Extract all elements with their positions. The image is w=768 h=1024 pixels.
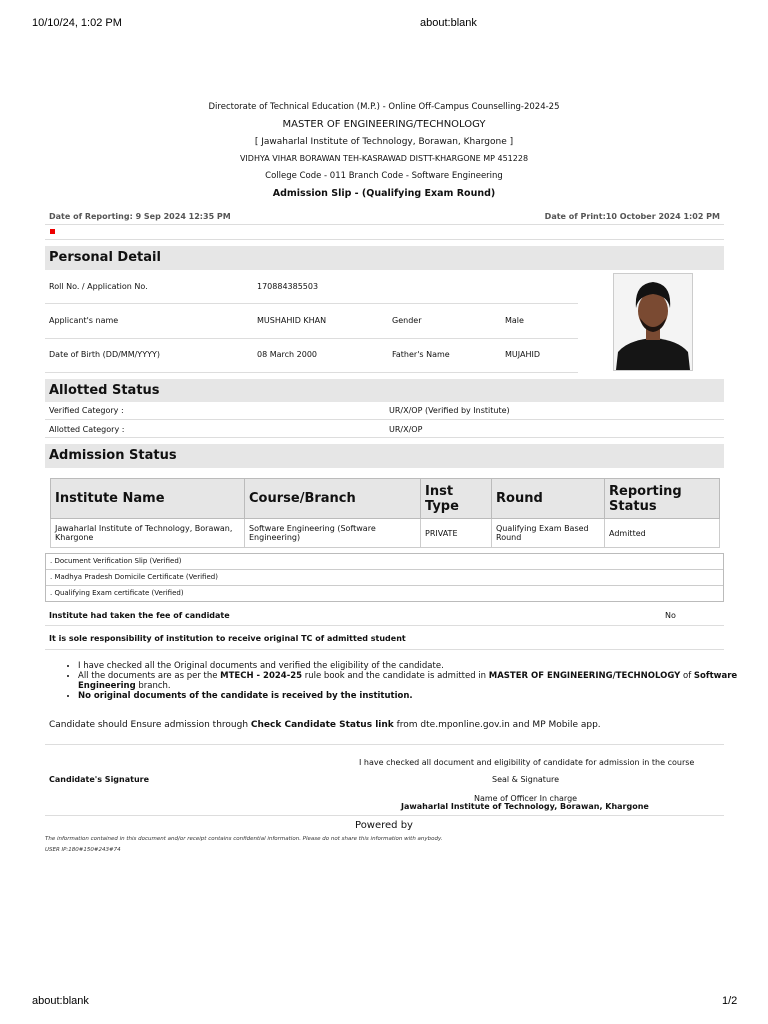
fee-value: No (665, 611, 676, 620)
cell-inst-type: PRIVATE (421, 519, 492, 548)
applicant-name-label: Applicant's name (49, 316, 119, 325)
date-of-reporting: Date of Reporting: 9 Sep 2024 12:35 PM (49, 212, 231, 221)
personal-detail-heading: Personal Detail (45, 246, 724, 270)
header-program: MASTER OF ENGINEERING/TECHNOLOGY (282, 119, 486, 130)
print-url: about:blank (420, 17, 477, 29)
allotted-category-label: Allotted Category : (49, 425, 125, 434)
verified-category-label: Verified Category : (49, 406, 124, 415)
tc-note: It is sole responsibility of institution to receive original TC of admitted student (49, 634, 406, 643)
page-title: Admission Slip - (Qualifying Exam Round) (272, 188, 496, 199)
roll-value: 170884385503 (257, 282, 319, 291)
fee-label: Institute had taken the fee of candidate (49, 611, 230, 620)
declaration-list (60, 661, 738, 701)
candidate-signature-label: Candidate's Signature (49, 775, 150, 784)
ensure-admission-note: Candidate should Ensure admission through Check Candidate Status link from dte.mponline.gov.in and MP Mobile app. (49, 720, 601, 730)
print-datetime: 10/10/24, 1:02 PM (32, 17, 122, 29)
officer-institute: Jawaharlal Institute of Technology, Borawan, Khargone (401, 802, 649, 811)
page-number: 1/2 (722, 995, 738, 1007)
officer-label: Name of Officer In charge (474, 794, 578, 803)
col-institute-name: Institute Name (51, 479, 245, 519)
admission-status-heading: Admission Status (45, 444, 724, 468)
cell-round: Qualifying Exam Based Round (492, 519, 605, 548)
user-ip: USER IP:180#150#243#74 (45, 847, 121, 853)
list-item: . Document Verification Slip (Verified) (46, 554, 723, 570)
disclaimer: The information contained in this document and/or receipt contains confidential information. Please do not share this information with anybody. (45, 836, 443, 842)
cell-institute-name: Jawaharlal Institute of Technology, Borawan, Khargone (51, 519, 245, 548)
cell-reporting-status: Admitted (605, 519, 720, 548)
col-inst-type: Inst Type (421, 479, 492, 519)
col-reporting-status: Reporting Status (605, 479, 720, 519)
header-directorate: Directorate of Technical Education (M.P.) - Online Off-Campus Counselling-2024-25 (208, 102, 560, 112)
list-item: • No original documents of the candidate is received by the institution. (78, 691, 738, 701)
allotted-category-value: UR/X/OP (389, 425, 423, 434)
header-address: VIDHYA VIHAR BORAWAN TEH-KASRAWAD DISTT-KHARGONE MP 451228 (239, 154, 529, 163)
list-item: . Madhya Pradesh Domicile Certificate (Verified) (46, 570, 723, 586)
date-of-print: Date of Print:10 October 2024 1:02 PM (544, 212, 720, 221)
verified-category-value: UR/X/OP (Verified by Institute) (389, 406, 510, 415)
applicant-name-value: MUSHAHID KHAN (257, 316, 327, 325)
dob-value: 08 March 2000 (257, 350, 318, 359)
print-url-bottom: about:blank (32, 995, 89, 1007)
list-item: • All the documents are as per the MTECH - 2024-25 rule book and the candidate is admitted in MASTER OF ENGINEERING/TECHNOLOGY of Software Engineering branch. (78, 671, 738, 691)
gender-value: Male (505, 316, 524, 325)
powered-by: Powered by (355, 820, 413, 831)
documents-list (45, 553, 724, 602)
header-codes: College Code - 011 Branch Code - Software Engineering (265, 171, 503, 181)
dob-label: Date of Birth (DD/MM/YYYY) (49, 350, 160, 359)
roll-label: Roll No. / Application No. (49, 282, 148, 291)
seal-signature-label: Seal & Signature (492, 775, 560, 784)
red-marker (50, 229, 55, 234)
cell-course-branch: Software Engineering (Software Engineering) (245, 519, 421, 548)
father-name-label: Father's Name (392, 350, 450, 359)
father-name-value: MUJAHID (505, 350, 540, 359)
col-round: Round (492, 479, 605, 519)
list-item: . Qualifying Exam certificate (Verified) (50, 589, 184, 597)
allotted-status-heading: Allotted Status (45, 379, 724, 402)
admission-table (50, 478, 720, 548)
col-course-branch: Course/Branch (245, 479, 421, 519)
table-row (51, 519, 720, 548)
checked-statement: I have checked all document and eligibility of candidate for admission in the course (359, 758, 695, 767)
list-item: • I have checked all the Original documents and verified the eligibility of the candidate. (78, 661, 738, 671)
gender-label: Gender (392, 316, 422, 325)
check-status-link[interactable]: Check Candidate Status link (250, 720, 394, 730)
header-institute: [ Jawaharlal Institute of Technology, Borawan, Khargone ] (254, 137, 514, 147)
candidate-photo (613, 273, 693, 371)
